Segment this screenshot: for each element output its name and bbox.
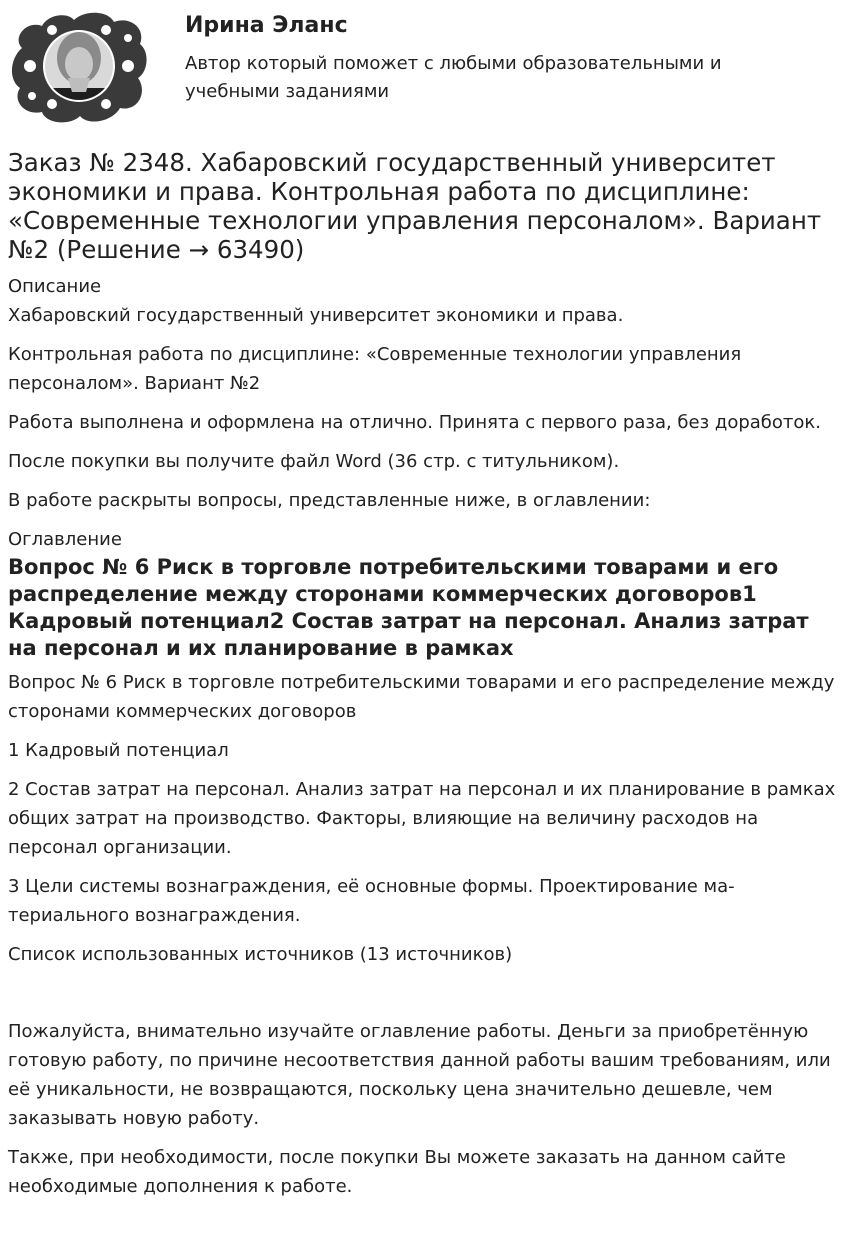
toc-item: 1 Кадровый потенциал [8, 740, 229, 761]
paragraph: Хабаровский государственный университет экономики и права. [8, 305, 624, 326]
paragraph: Работа выполнена и оформлена на отлично. Принята с первого раза, без доработок. [8, 412, 822, 433]
toc-item: 2 Состав затрат на персонал. Анализ затрат на персонал и их планирование в рамках общих затрат на производство. Факторы, влияющие на величину расходов на персонал организации. [8, 779, 836, 858]
author-description: Автор который поможет с любыми образовательными и учебными заданиями [185, 53, 722, 102]
author-card [0, 0, 847, 140]
toc-item: 3 Цели системы вознаграждения, её основные формы. Проектирование материального вознаграждения. [8, 876, 735, 926]
notice-paragraph: Также, при необходимости, после покупки Вы можете заказать на данном сайте необходимые дополнения к работе. [8, 1147, 786, 1197]
description-label: Описание [8, 276, 102, 297]
paragraph: Контрольная работа по дисциплине: «Современные технологии управления персоналом». Вариант №2 [8, 344, 742, 394]
paragraph: После покупки вы получите файл Word (36 стр. с титульником). [8, 451, 620, 472]
toc-item: Список использованных источников (13 источников) [8, 944, 513, 965]
toc-item: Вопрос № 6 Риск в торговле потребительскими товарами и его распределение между сторонами коммерческих договоров [8, 672, 835, 722]
toc-heading: Вопрос № 6 Риск в торговле потребительскими товарами и его распределение между сторонами коммерческих договоров1 Кадровый потенциал2 Состав затрат на персонал. Анализ затрат на персонал и их планирование в рамках [8, 555, 809, 660]
author-name[interactable]: Ирина Эланс [185, 13, 348, 38]
description-section [8, 272, 838, 1211]
author-avatar[interactable] [8, 8, 150, 126]
spacer [8, 979, 838, 1017]
page-title: Заказ № 2348. Хабаровский государственный университет экономики и права. Контрольная работа по дисциплине: «Современные технологии управления персоналом». Вариант №2 (Решение → 63490) [8, 148, 822, 264]
paragraph: В работе раскрыты вопросы, представленные ниже, в оглавлении: [8, 490, 651, 511]
toc-label: Оглавление [8, 529, 122, 550]
notice-paragraph: Пожалуйста, внимательно изучайте оглавление работы. Деньги за приобретённую готовую работу, по причине несоответствия данной работы вашим требованиям, или её уникальности, не возвращаются, поскольку цена значительно дешевле, чем заказывать новую работу. [8, 1021, 831, 1129]
